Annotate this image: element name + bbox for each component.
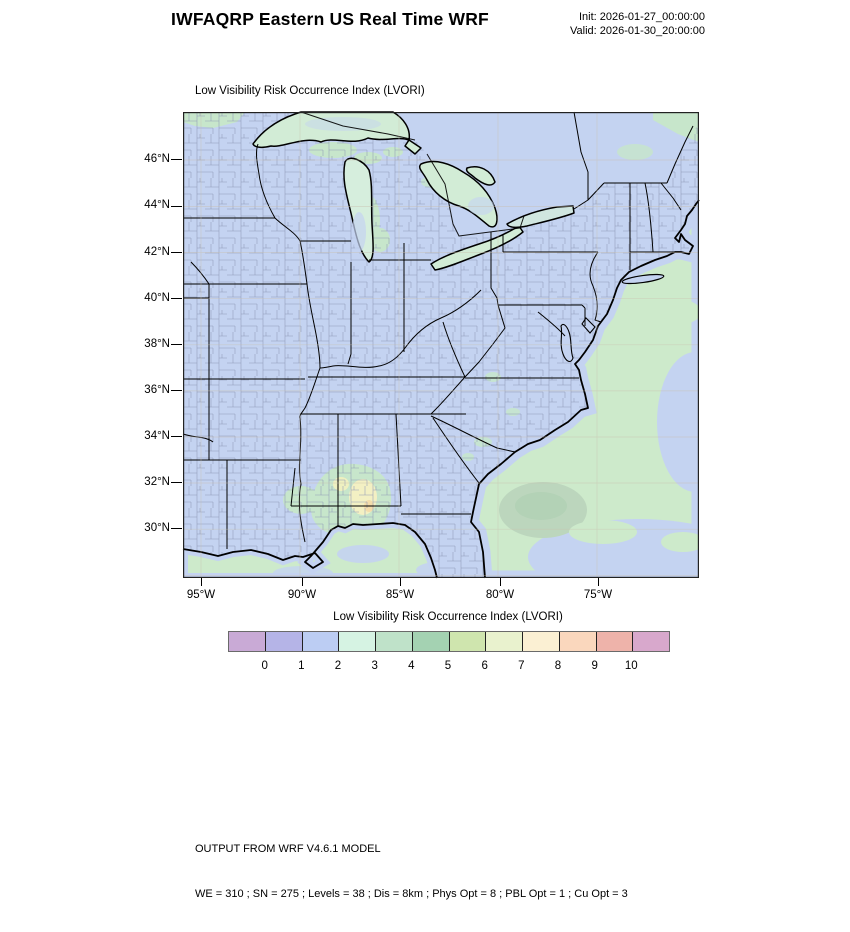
- colorbar-tick: 1: [298, 660, 305, 672]
- map-title: Low Visibility Risk Occurrence Index (LVORI): [195, 85, 425, 97]
- footer-line-1: OUTPUT FROM WRF V4.6.1 MODEL: [195, 843, 381, 855]
- colorbar-tick: 2: [334, 660, 342, 672]
- colorbar-tick: 6: [481, 660, 488, 672]
- lat-label: 32°N: [144, 476, 170, 488]
- lon-label: 85°W: [385, 589, 415, 601]
- lon-tick: [201, 577, 202, 586]
- run-metadata: [570, 11, 705, 38]
- colorbar-tick: 7: [518, 660, 525, 672]
- lat-tick: [171, 206, 182, 207]
- lon-label: 95°W: [186, 589, 216, 601]
- colorbar-segment: [560, 632, 597, 651]
- lon-tick: [400, 577, 401, 586]
- lon-tick: [598, 577, 599, 586]
- lon-label: 90°W: [287, 589, 317, 601]
- lon-label: 75°W: [583, 589, 613, 601]
- lat-tick: [171, 298, 182, 299]
- footer-line-2: WE = 310 ; SN = 275 ; Levels = 38 ; Dis = 8km ; Phys Opt = 8 ; PBL Opt = 1 ; Cu Opt = 3: [195, 888, 628, 900]
- lat-label: 46°N: [144, 153, 170, 165]
- colorbar-tick: 4: [408, 660, 415, 672]
- colorbar-segment: [376, 632, 413, 651]
- lon-tick: [302, 577, 303, 586]
- lat-tick: [171, 390, 182, 391]
- lat-tick: [171, 528, 182, 529]
- colorbar-segment: [303, 632, 340, 651]
- colorbar-tick: 8: [554, 660, 562, 672]
- lat-tick: [171, 436, 182, 437]
- lat-label: 30°N: [144, 522, 170, 534]
- lat-label: 38°N: [144, 338, 170, 350]
- colorbar-tick: 3: [371, 660, 378, 672]
- colorbar-segment: [339, 632, 376, 651]
- lat-label: 42°N: [144, 246, 170, 258]
- lat-tick: [171, 159, 182, 160]
- lon-tick: [500, 577, 501, 586]
- lat-label: 40°N: [144, 292, 170, 304]
- lvori-map-canvas: [183, 112, 699, 578]
- colorbar-segment: [413, 632, 450, 651]
- colorbar-segment: [597, 632, 634, 651]
- colorbar-segment: [633, 632, 669, 651]
- colorbar-title: Low Visibility Risk Occurrence Index (LVORI): [333, 611, 563, 623]
- colorbar-segment: [523, 632, 560, 651]
- colorbar-tick: 9: [591, 660, 598, 672]
- lat-label: 34°N: [144, 430, 170, 442]
- lon-label: 80°W: [485, 589, 515, 601]
- lat-label: 44°N: [144, 199, 170, 211]
- lat-label: 36°N: [144, 384, 170, 396]
- lat-tick: [171, 482, 182, 483]
- colorbar-tick-labels: [228, 660, 668, 676]
- colorbar-segment: [486, 632, 523, 651]
- colorbar-tick: 5: [444, 660, 452, 672]
- init-time: Init: 2026-01-27_00:00:00: [579, 11, 705, 23]
- valid-time: Valid: 2026-01-30_20:00:00: [570, 24, 705, 37]
- lat-tick: [171, 252, 182, 253]
- colorbar-segment: [229, 632, 266, 651]
- colorbar-tick: 10: [624, 660, 638, 672]
- model-config-footer: [195, 812, 628, 932]
- page-title: IWFAQRP Eastern US Real Time WRF: [171, 9, 489, 29]
- colorbar-tick: 0: [261, 660, 268, 672]
- colorbar-segment: [266, 632, 303, 651]
- colorbar: [228, 631, 670, 652]
- lat-tick: [171, 344, 182, 345]
- colorbar-segment: [450, 632, 487, 651]
